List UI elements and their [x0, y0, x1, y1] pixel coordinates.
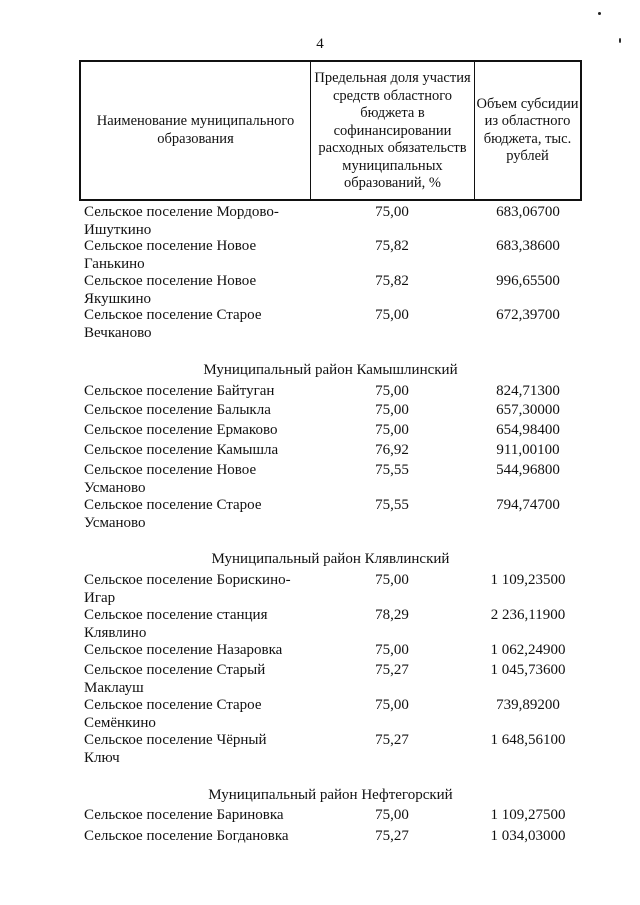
share-percent: 75,00 [375, 383, 409, 399]
municipality-name: Сельское поселение Богдановка [84, 828, 289, 844]
share-percent: 75,27 [375, 732, 409, 748]
subsidy-amount: 657,30000 [496, 402, 560, 418]
municipality-name: Сельское поселение Борискино-Игар [84, 572, 291, 606]
share-percent: 75,00 [375, 204, 409, 220]
municipality-name: Сельское поселение Новое Ганькино [84, 238, 257, 272]
municipality-name: Сельское поселение Назаровка [84, 642, 283, 658]
subsidy-amount: 996,65500 [496, 273, 560, 289]
municipality-name: Сельское поселение Балыкла [84, 402, 271, 418]
section-heading: Муниципальный район Клявлинский [211, 551, 450, 567]
subsidy-amount: 824,71300 [496, 383, 560, 399]
subsidy-amount: 1 109,27500 [490, 807, 566, 823]
share-percent: 75,55 [375, 462, 409, 478]
subsidy-amount: 1 045,73600 [490, 662, 566, 678]
share-percent: 75,00 [375, 307, 409, 323]
share-percent: 75,00 [375, 807, 409, 823]
table-header [79, 60, 582, 201]
share-percent: 75,82 [375, 238, 409, 254]
share-percent: 75,82 [375, 273, 409, 289]
subsidy-amount: 911,00100 [496, 442, 560, 458]
share-percent: 75,00 [375, 572, 409, 588]
subsidy-amount: 654,98400 [496, 422, 560, 438]
municipality-name: Сельское поселение Старое Вечканово [84, 307, 262, 341]
subsidy-amount: 2 236,11900 [490, 607, 566, 623]
municipality-name: Сельское поселение Новое Усманово [84, 462, 257, 496]
subsidy-amount: 683,38600 [496, 238, 560, 254]
share-percent: 75,27 [375, 662, 409, 678]
header-name-column: Наименование муниципального образования [81, 62, 311, 199]
municipality-name: Сельское поселение Новое Якушкино [84, 273, 257, 307]
share-percent: 75,00 [375, 402, 409, 418]
share-percent: 75,27 [375, 828, 409, 844]
subsidy-amount: 739,89200 [496, 697, 560, 713]
share-percent: 78,29 [375, 607, 409, 623]
subsidy-amount: 1 062,24900 [490, 642, 566, 658]
share-percent: 75,00 [375, 642, 409, 658]
subsidy-amount: 1 034,03000 [490, 828, 566, 844]
municipality-name: Сельское поселение станция Клявлино [84, 607, 268, 641]
subsidy-amount: 683,06700 [496, 204, 560, 220]
municipality-name: Сельское поселение Ермаково [84, 422, 278, 438]
section-heading: Муниципальный район Нефтегорский [208, 787, 453, 803]
header-share-column: Предельная доля участия средств областного бюджета в софинансировании расходных обязательств муниципальных образований, % [311, 62, 475, 199]
scan-speck [598, 12, 601, 15]
municipality-name: Сельское поселение Старое Семёнкино [84, 697, 262, 731]
municipality-name: Сельское поселение Бариновка [84, 807, 284, 823]
share-percent: 76,92 [375, 442, 409, 458]
header-amount-column: Объем субсидии из областного бюджета, тыс. рублей [476, 95, 579, 164]
municipality-name: Сельское поселение Старое Усманово [84, 497, 262, 531]
scan-speck [619, 38, 621, 43]
subsidy-amount: 1 648,56100 [490, 732, 566, 748]
municipality-name: Сельское поселение Камышла [84, 442, 279, 458]
subsidy-amount: 672,39700 [496, 307, 560, 323]
municipality-name: Сельское поселение Чёрный Ключ [84, 732, 267, 766]
share-percent: 75,00 [375, 697, 409, 713]
subsidy-amount: 794,74700 [496, 497, 560, 513]
subsidy-amount: 1 109,23500 [490, 572, 566, 588]
share-percent: 75,55 [375, 497, 409, 513]
municipality-name: Сельское поселение Мордово-Ишуткино [84, 204, 279, 238]
section-heading: Муниципальный район Камышлинский [203, 362, 458, 378]
municipality-name: Сельское поселение Байтуган [84, 383, 275, 399]
municipality-name: Сельское поселение Старый Маклауш [84, 662, 266, 696]
page-number: 4 [316, 36, 324, 52]
subsidy-amount: 544,96800 [496, 462, 560, 478]
share-percent: 75,00 [375, 422, 409, 438]
